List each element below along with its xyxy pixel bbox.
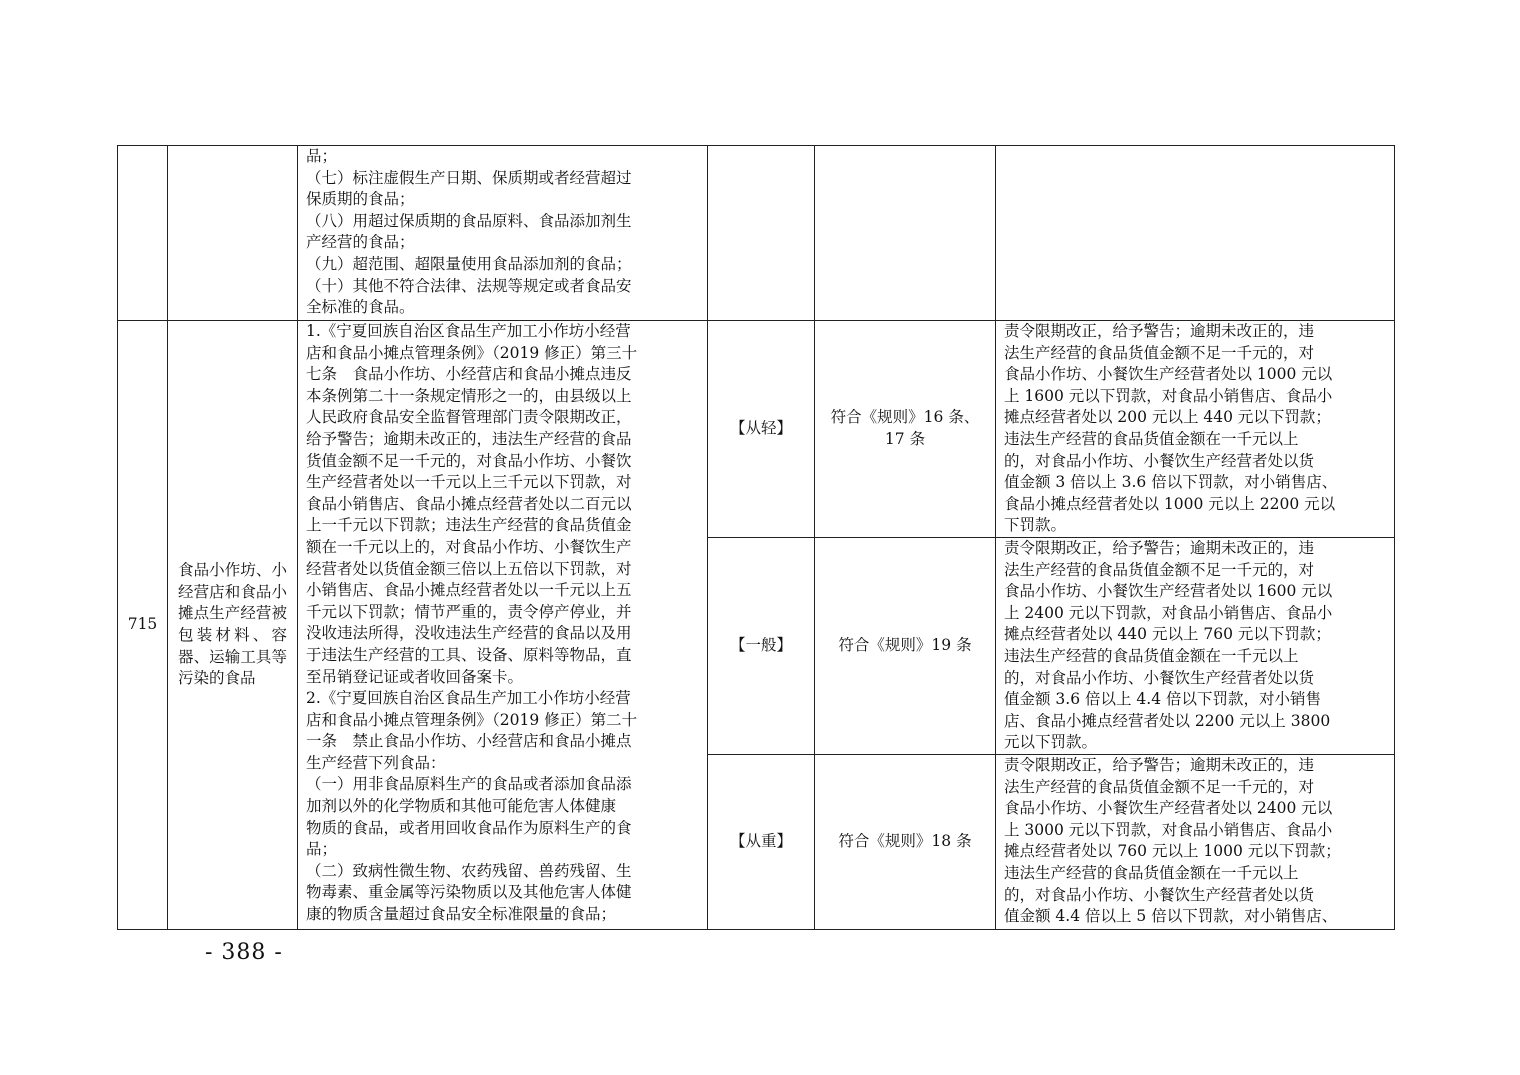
number-cell-empty	[118, 146, 168, 321]
legal-basis-cell	[298, 146, 708, 321]
penalty-standard-light	[996, 321, 1395, 538]
discretion-level-light: 【从轻】	[708, 321, 815, 538]
standard-text-heavy: 责令限期改正，给予警告；逾期未改正的，违 法生产经营的食品货值金额不足一千元的，对 食品小作坊、小餐饮生产经营者处以 2400 元以 上 3000 元以下罚款，对食品小销售店、食品小 摊点经营者处以 760 元以上 1000 元以下罚款； 违法生产经营的食品货值金额在一千元以上 的，对食品小作坊、小餐饮生产经营者处以货 值金额 4.4 倍以上 5 倍以下罚款，对小销售店、	[1004, 755, 1341, 926]
condition-text-heavy: 符合《规则》18 条	[838, 832, 972, 851]
condition-cell-empty	[815, 146, 996, 321]
applicable-condition-heavy	[815, 754, 996, 929]
penalty-standards-table	[117, 145, 1395, 930]
discretion-level-general: 【一般】	[708, 537, 815, 754]
applicable-condition-general	[815, 537, 996, 754]
item-number: 715	[118, 321, 168, 930]
level-cell-empty	[708, 146, 815, 321]
standard-text-general: 责令限期改正，给予警告；逾期未改正的，违 法生产经营的食品货值金额不足一千元的，对 食品小作坊、小餐饮生产经营者处以 1600 元以 上 2400 元以下罚款，对食品小销售店、食品小 摊点经营者处以 440 元以上 760 元以下罚款； 违法生产经营的食品货值金额在一千元以上 的，对食品小作坊、小餐饮生产经营者处以货 值金额 3.6 倍以上 4.4 倍以下罚款，对小销售 店、食品小摊点经营者处以 2200 元以上 3800 元以下罚款。	[1004, 538, 1333, 752]
discretion-level-heavy: 【从重】	[708, 754, 815, 929]
penalty-standard-heavy	[996, 754, 1395, 929]
applicable-condition-light	[815, 321, 996, 538]
violation-item: 食品小作坊、小经营店和食品小摊点生产经营被包装材料、容器、运输工具等污染的食品	[168, 321, 298, 930]
page-number: - 388 -	[205, 940, 283, 965]
condition-text-light: 符合《规则》16 条、 17 条	[830, 408, 980, 448]
condition-text-general: 符合《规则》19 条	[838, 636, 972, 655]
penalty-standard-general	[996, 537, 1395, 754]
table-row-715-light	[118, 321, 1395, 538]
standard-text-light: 责令限期改正，给予警告；逾期未改正的，违 法生产经营的食品货值金额不足一千元的，对 食品小作坊、小餐饮生产经营者处以 1000 元以 上 1600 元以下罚款，对食品小销售店、食品小 摊点经营者处以 200 元以上 440 元以下罚款； 违法生产经营的食品货值金额在一千元以上 的，对食品小作坊、小餐饮生产经营者处以货 值金额 3 倍以上 3.6 倍以下罚款，对小销售店、 食品小摊点经营者处以 1000 元以上 2200 元以 下罚款。	[1004, 322, 1338, 535]
legal-basis-cell	[298, 321, 708, 930]
legal-basis-text: 1.《宁夏回族自治区食品生产加工小作坊小经营 店和食品小摊点管理条例》（2019 修正）第三十 七条 食品小作坊、小经营店和食品小摊点违反 本条例第二十一条规定情形之一的，由县级以上 人民政府食品安全监督管理部门责令限期改正， 给予警告；逾期未改正的，违法生产经营的食品 货值金额不足一千元的，对食品小作坊、小餐饮 生产经营者处以一千元以上三千元以下罚款，对 食品小销售店、食品小摊点经营者处以二百元以 上一千元以下罚款；违法生产经营的食品货值金 额在一千元以上的，对食品小作坊、小餐饮生产 经营者处以货值金额三倍以上五倍以下罚款，对 小销售店、食品小摊点经营者处以一千元以上五 千元以下罚款；情节严重的，责令停产停业，并 没收违法所得，没收违法生产经营的食品以及用 于违法生产经营的工具、设备、原料等物品，直 至吊销登记证或者收回备案卡。 2.《宁夏回族自治区食品生产加工小作坊小经营 店和食品小摊点管理条例》（2019 修正）第二十 一条 禁止食品小作坊、小经营店和食品小摊点 生产经营下列食品： （一）用非食品原料生产的食品或者添加食品添 加剂以外的化学物质和其他可能危害人体健康 物质的食品，或者用回收食品作为原料生产的食 品； （二）致病性微生物、农药残留、兽药残留、生 物毒素、重金属等污染物质以及其他危害人体健 康的物质含量超过食品安全标准限量的食品；	[306, 322, 638, 924]
table-row-continued	[118, 146, 1395, 321]
legal-basis-text-continued: 品； （七）标注虚假生产日期、保质期或者经营超过 保质期的食品； （八）用超过保质期的食品原料、食品添加剂生 产经营的食品； （九）超范围、超限量使用食品添加剂的食品； （十）其他不符合法律、法规等规定或者食品安 全标准的食品。	[306, 147, 632, 317]
item-cell-empty	[168, 146, 298, 321]
standard-cell-empty	[996, 146, 1395, 321]
